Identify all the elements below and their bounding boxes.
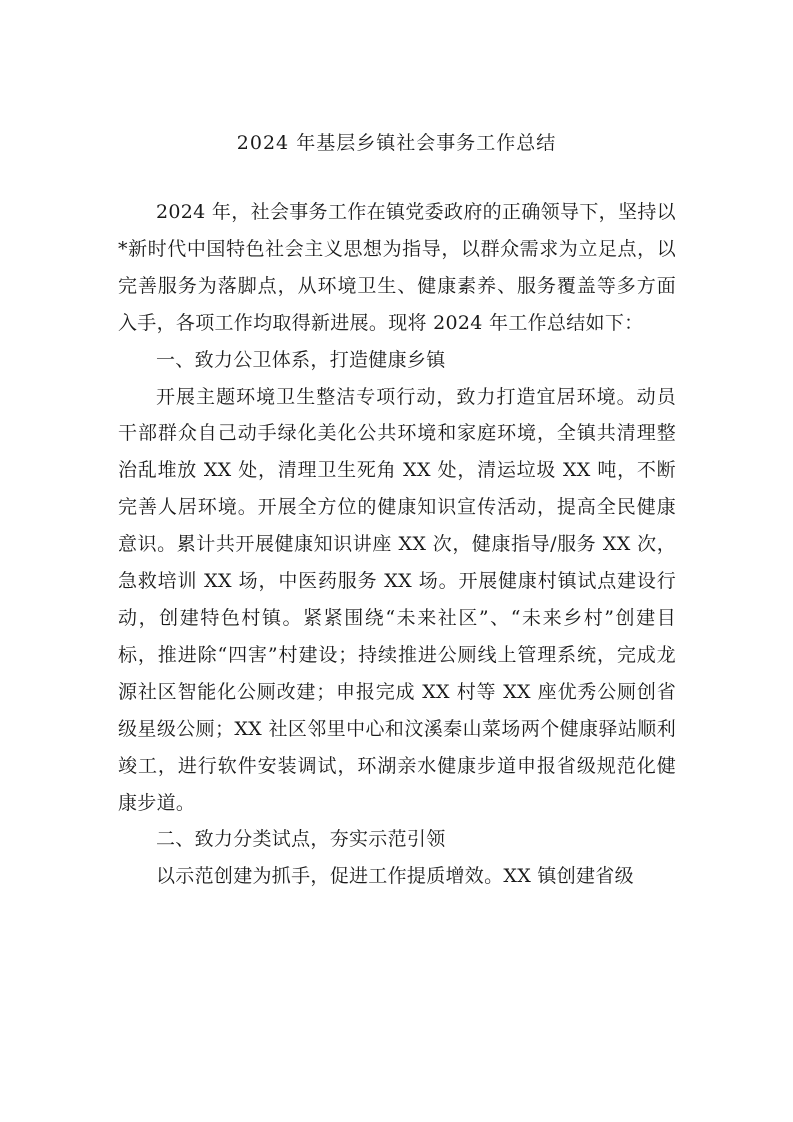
document-title: 2024 年基层乡镇社会事务工作总结 bbox=[236, 132, 557, 154]
section-1-paragraph: 开展主题环境卫生整洁专项行动，致力打造宜居环境。动员干部群众自己动手绿化美化公共环境和家庭环境，全镇共清理整治乱堆放 XX 处，清理卫生死角 XX 处，清运垃圾 XX 吨，不断完善人居环境。开展全方位的健康知识宣传活动，提高全民健康意识。累计共开展健康知识讲座 XX 次，健康指导/服务 XX 次，急救培训 XX 场，中医药服务 XX 场。开展健康村镇试点建设行动，创建特色村镇。紧紧围绕“未来社区”、“未来乡村”创建目标，推进除“四害”村建设；持续推进公厕线上管理系统，完成龙源社区智能化公厕改建；申报完成 XX 村等 XX 座优秀公厕创省级星级公厕；XX 社区邻里中心和汶溪秦山菜场两个健康驿站顺利竣工，进行软件安装调试，环湖亲水健康步道申报省级规范化健康步道。 bbox=[118, 385, 676, 814]
intro-paragraph: 2024 年，社会事务工作在镇党委政府的正确领导下，坚持以*新时代中国特色社会主义思想为指导，以群众需求为立足点，以完善服务为落脚点，从环境卫生、健康素养、服务覆盖等多方面入手，各项工作均取得新进展。现将 2024 年工作总结如下： bbox=[118, 201, 676, 334]
document-body bbox=[118, 194, 676, 895]
section-2-paragraph: 以示范创建为抓手，促进工作提质增效。XX 镇创建省级 bbox=[156, 865, 634, 888]
section-heading-2: 二、致力分类试点，夯实示范引领 bbox=[156, 828, 446, 851]
section-heading-1: 一、致力公卫体系，打造健康乡镇 bbox=[156, 348, 446, 371]
